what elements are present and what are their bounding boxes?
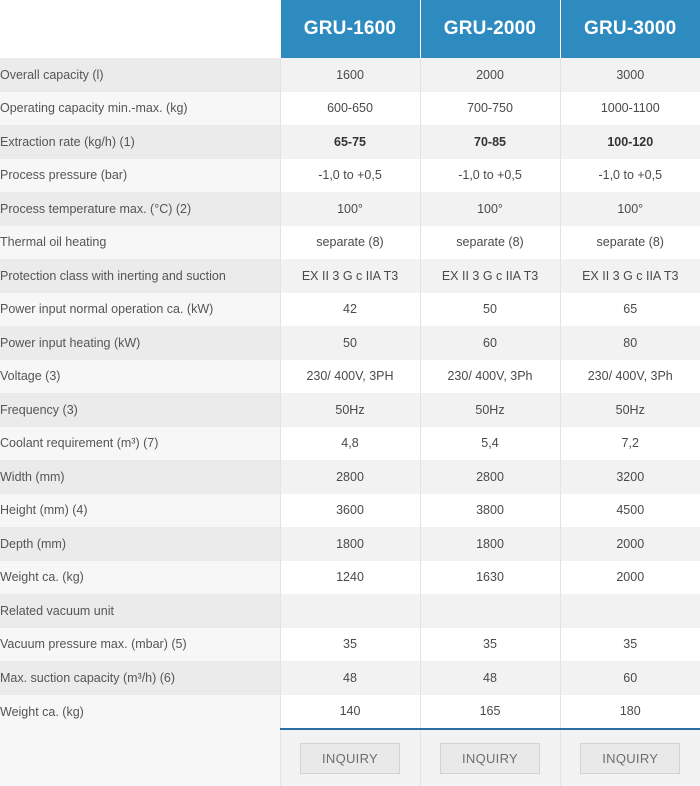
row-value-gru2000: 2000 [420,58,560,92]
inquiry-row [0,729,700,786]
inquiry-button-gru3000[interactable]: INQUIRY [580,743,680,774]
table-row [0,393,700,427]
row-value-gru3000: 80 [560,326,700,360]
row-value-gru2000: 700-750 [420,92,560,126]
row-value-gru3000: separate (8) [560,226,700,260]
inquiry-button-gru1600[interactable]: INQUIRY [300,743,400,774]
inquiry-row-spacer [0,729,280,786]
column-header-gru2000: GRU-2000 [420,0,560,58]
row-label: Voltage (3) [0,360,280,394]
row-value-gru3000: 50Hz [560,393,700,427]
row-label: Process temperature max. (°C) (2) [0,192,280,226]
table-row [0,427,700,461]
table-row [0,125,700,159]
table-row [0,92,700,126]
row-value-gru1600: 600-650 [280,92,420,126]
row-value-gru2000: 5,4 [420,427,560,461]
row-value-gru1600: 65-75 [280,125,420,159]
row-value-gru3000: 180 [560,695,700,730]
row-value-gru3000: 2000 [560,561,700,595]
row-value-gru1600: 1600 [280,58,420,92]
row-label: Height (mm) (4) [0,494,280,528]
inquiry-cell-gru3000 [560,729,700,786]
row-label: Width (mm) [0,460,280,494]
table-row [0,293,700,327]
table-header [0,0,700,58]
row-value-gru3000: 7,2 [560,427,700,461]
column-header-gru1600: GRU-1600 [280,0,420,58]
column-header-gru3000: GRU-3000 [560,0,700,58]
row-label: Coolant requirement (m³) (7) [0,427,280,461]
header-row [0,0,700,58]
table-row [0,594,700,628]
row-value-gru3000: 100° [560,192,700,226]
table-row [0,226,700,260]
table-row [0,58,700,92]
row-value-gru3000: 4500 [560,494,700,528]
row-value-gru2000: 70-85 [420,125,560,159]
row-value-gru1600: 50 [280,326,420,360]
table-row [0,460,700,494]
row-label: Weight ca. (kg) [0,561,280,595]
row-value-gru2000: 35 [420,628,560,662]
row-value-gru1600: 2800 [280,460,420,494]
row-value-gru3000: 60 [560,661,700,695]
row-value-gru3000: 1000-1100 [560,92,700,126]
row-value-gru1600: 48 [280,661,420,695]
row-label: Weight ca. (kg) [0,695,280,730]
row-value-gru2000: 100° [420,192,560,226]
table-row [0,661,700,695]
row-value-gru2000: 60 [420,326,560,360]
row-value-gru3000: 65 [560,293,700,327]
row-value-gru1600: 42 [280,293,420,327]
row-value-gru1600: 3600 [280,494,420,528]
table-row [0,159,700,193]
row-label: Frequency (3) [0,393,280,427]
row-value-gru2000: 2800 [420,460,560,494]
row-value-gru1600: 35 [280,628,420,662]
row-label: Max. suction capacity (m³/h) (6) [0,661,280,695]
row-value-gru2000: separate (8) [420,226,560,260]
row-value-gru2000: 1800 [420,527,560,561]
row-value-gru1600: separate (8) [280,226,420,260]
table-row [0,527,700,561]
row-value-gru3000: 3200 [560,460,700,494]
row-label: Protection class with inerting and suction [0,259,280,293]
table-row [0,494,700,528]
row-value-gru1600: 1800 [280,527,420,561]
row-label: Operating capacity min.-max. (kg) [0,92,280,126]
row-value-gru2000: 50 [420,293,560,327]
row-value-gru1600: 1240 [280,561,420,595]
row-value-gru3000: 230/ 400V, 3Ph [560,360,700,394]
inquiry-cell-gru1600 [280,729,420,786]
row-label: Overall capacity (l) [0,58,280,92]
row-value-gru3000: 2000 [560,527,700,561]
row-value-gru2000: 1630 [420,561,560,595]
table-row [0,695,700,730]
table-row [0,326,700,360]
row-label: Extraction rate (kg/h) (1) [0,125,280,159]
table-row [0,360,700,394]
table-body [0,58,700,786]
row-label: Depth (mm) [0,527,280,561]
inquiry-cell-gru2000 [420,729,560,786]
row-value-gru2000 [420,594,560,628]
row-label: Related vacuum unit [0,594,280,628]
row-label: Thermal oil heating [0,226,280,260]
row-value-gru2000: 3800 [420,494,560,528]
row-value-gru1600: EX II 3 G c IIA T3 [280,259,420,293]
row-label: Vacuum pressure max. (mbar) (5) [0,628,280,662]
inquiry-button-gru2000[interactable]: INQUIRY [440,743,540,774]
row-value-gru2000: EX II 3 G c IIA T3 [420,259,560,293]
table-row [0,192,700,226]
row-value-gru1600: 50Hz [280,393,420,427]
row-label: Power input normal operation ca. (kW) [0,293,280,327]
row-value-gru2000: 230/ 400V, 3Ph [420,360,560,394]
row-value-gru2000: 50Hz [420,393,560,427]
row-value-gru2000: -1,0 to +0,5 [420,159,560,193]
row-value-gru1600 [280,594,420,628]
row-value-gru1600: 230/ 400V, 3PH [280,360,420,394]
table-row [0,628,700,662]
row-label: Power input heating (kW) [0,326,280,360]
table-row [0,259,700,293]
row-value-gru1600: 100° [280,192,420,226]
row-value-gru3000: -1,0 to +0,5 [560,159,700,193]
header-corner-cell [0,0,280,58]
row-label: Process pressure (bar) [0,159,280,193]
row-value-gru2000: 48 [420,661,560,695]
row-value-gru3000: 100-120 [560,125,700,159]
row-value-gru3000 [560,594,700,628]
row-value-gru1600: -1,0 to +0,5 [280,159,420,193]
row-value-gru3000: 35 [560,628,700,662]
row-value-gru3000: 3000 [560,58,700,92]
row-value-gru1600: 4,8 [280,427,420,461]
table-row [0,561,700,595]
row-value-gru3000: EX II 3 G c IIA T3 [560,259,700,293]
row-value-gru2000: 165 [420,695,560,730]
row-value-gru1600: 140 [280,695,420,730]
